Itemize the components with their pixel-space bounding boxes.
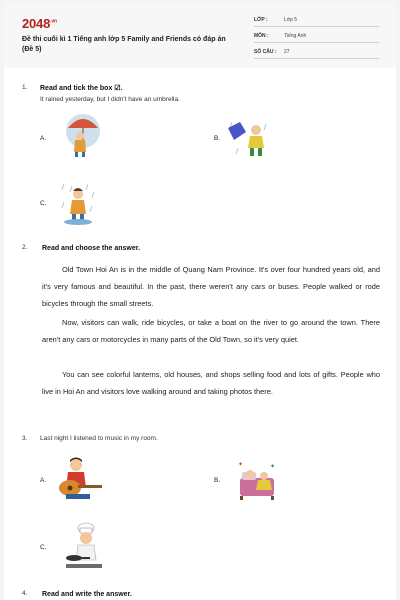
- meta-label: MÔN :: [254, 33, 269, 39]
- question-title: Read and tick the box ☑.: [40, 85, 123, 92]
- svg-text:✦: ✦: [270, 464, 276, 470]
- question-number: 1.: [22, 84, 28, 91]
- kids-playing-in-bed-image[interactable]: [234, 458, 280, 507]
- meta-label: SỐ CÂU :: [254, 49, 277, 55]
- meta-value: Lớp 5: [284, 17, 298, 23]
- girl-in-rain-image[interactable]: [60, 182, 96, 231]
- meta-class-row: [254, 14, 379, 27]
- question-title: Read and write the answer.: [42, 591, 132, 598]
- document-title: Đề thi cuối kì 1 Tiếng anh lớp 5 Family and Friends có đáp án (Đề 5): [22, 36, 226, 53]
- question-number: 2.: [22, 244, 28, 251]
- svg-text:✦: ✦: [238, 462, 244, 468]
- option-c-label[interactable]: C.: [40, 544, 47, 551]
- question-sentence: Last night I listened to music in my room.: [40, 435, 158, 442]
- meta-subject-row: [254, 30, 379, 43]
- question-number: 3.: [22, 435, 28, 442]
- site-logo[interactable]: $2048^{.vn}$: [22, 16, 57, 31]
- girl-with-umbrella-image[interactable]: [64, 112, 102, 165]
- option-a-label[interactable]: A.: [40, 477, 47, 484]
- meta-value: 27: [284, 49, 290, 55]
- meta-label: LỚP :: [254, 17, 268, 23]
- option-b-label[interactable]: B.: [214, 135, 221, 142]
- reading-paragraph: You can see colorful lanterns, old houses, and shops selling food and lots of gifts. People who live in Hoi An and visitors love walking around and taking photos there.: [42, 370, 380, 396]
- question-number: 4.: [22, 590, 28, 597]
- meta-count-row: [254, 46, 379, 59]
- question-sentence: It rained yesterday, but I didn't have an umbrella.: [40, 96, 180, 103]
- document-header: [4, 4, 396, 68]
- option-c-label[interactable]: C.: [40, 200, 47, 207]
- boy-cooking-image[interactable]: [64, 522, 106, 575]
- boy-playing-guitar-image[interactable]: [52, 456, 104, 507]
- question-title: Read and choose the answer.: [42, 245, 141, 252]
- option-a-label[interactable]: A.: [40, 135, 47, 142]
- girl-in-rain-no-umbrella-image[interactable]: [226, 118, 272, 165]
- reading-paragraph: Old Town Hoi An is in the middle of Quang Nam Province. It's over four hundred years old, and it's very famous and beautiful. In the past, there weren't any cars or buses. People walked or rode bicycles through the small streets.: [42, 265, 380, 308]
- option-b-label[interactable]: B.: [214, 477, 221, 484]
- document-page: [4, 4, 396, 600]
- meta-value: Tiếng Anh: [284, 33, 307, 39]
- reading-paragraph: Now, visitors can walk, ride bicycles, or take a boat on the river to go around the town. There aren't any cars or motorcycles in many parts of the Old Town, so it's very quiet.: [42, 318, 380, 344]
